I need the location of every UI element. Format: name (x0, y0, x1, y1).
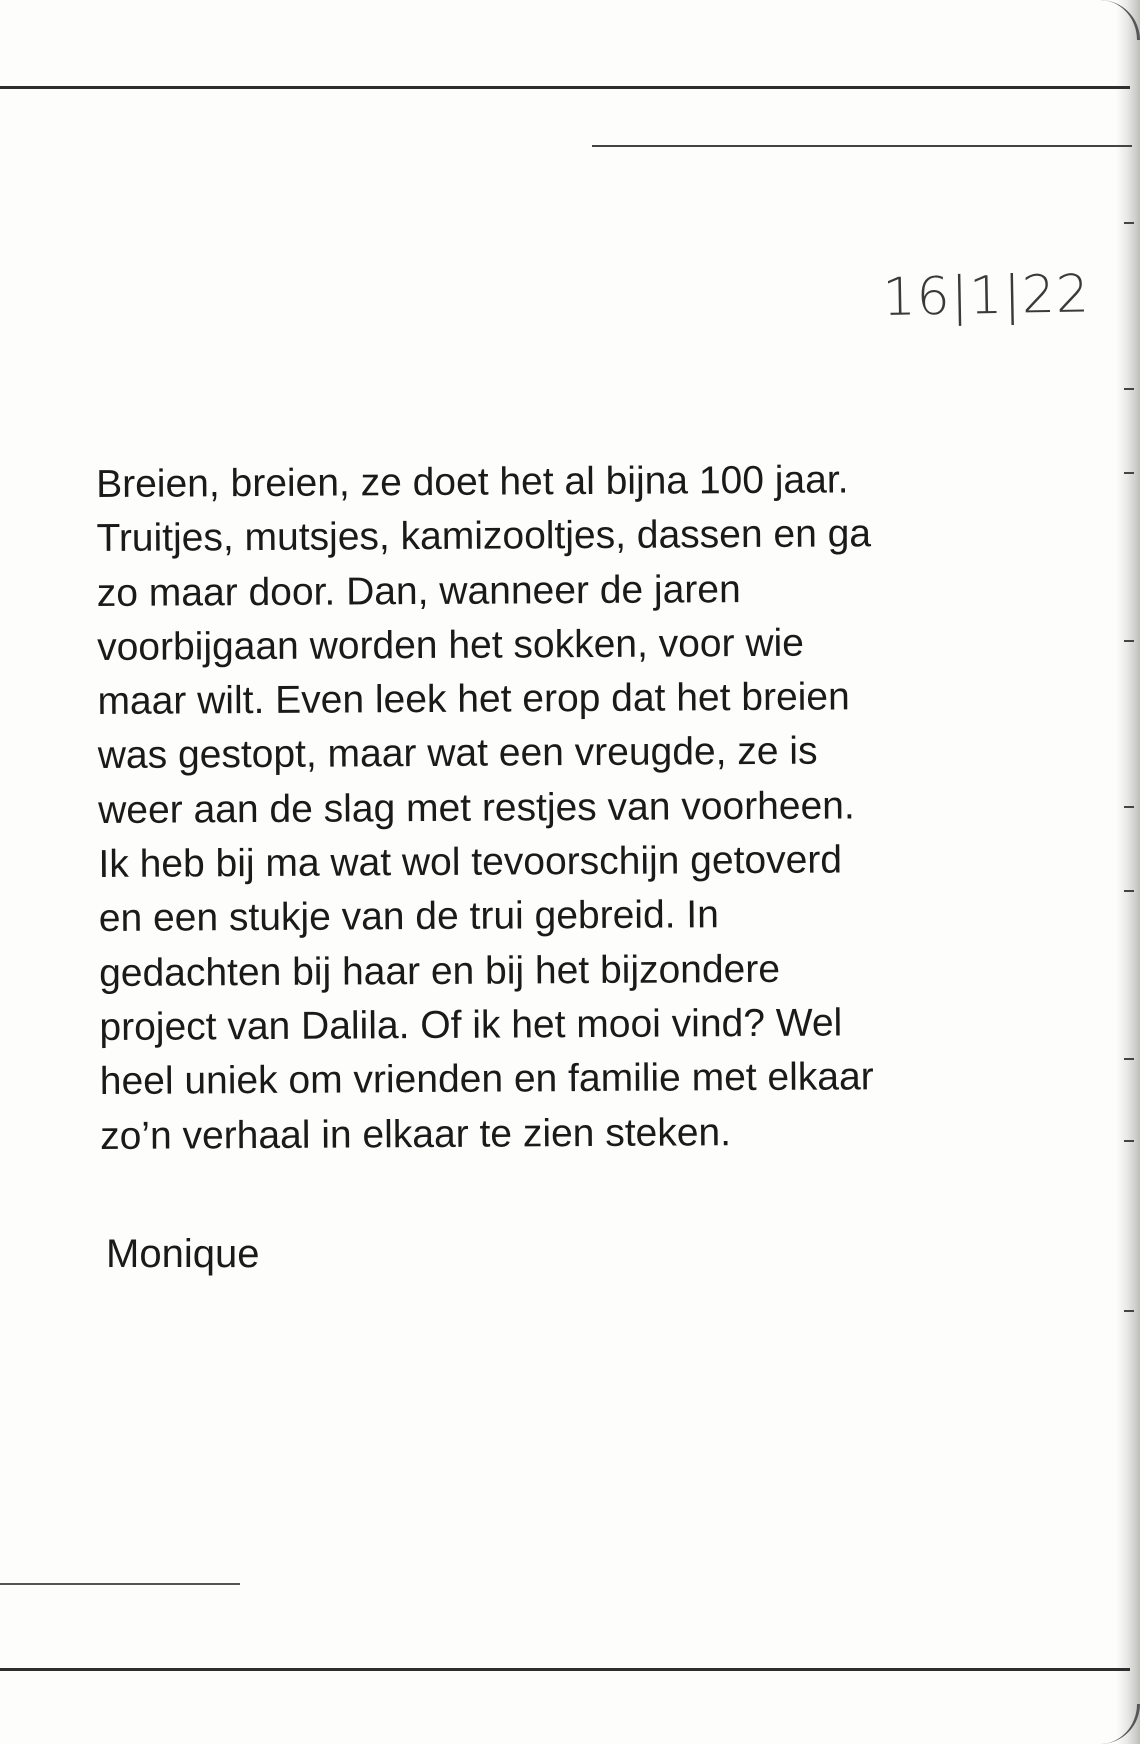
paragraph-line: project van Dalila. Of ik het mooi vind? Wel (99, 1001, 843, 1049)
paragraph-line: zo’n verhaal in elkaar te zien steken. (100, 1110, 732, 1158)
edge-tick (1124, 1140, 1134, 1142)
paragraph-line: weer aan de slag met restjes van voorheen. (98, 784, 855, 832)
bottom-short-rule-line (0, 1583, 240, 1585)
paragraph-line: gedachten bij haar en bij het bijzondere (99, 947, 781, 995)
paragraph-line: heel uniek om vrienden en familie met elkaar (99, 1055, 874, 1104)
top-rule-line (0, 86, 1130, 89)
edge-tick (1124, 472, 1134, 474)
paragraph-line: voorbijgaan worden het sokken, voor wie (97, 621, 805, 669)
edge-tick (1124, 806, 1134, 808)
paragraph-line: Ik heb bij ma wat wol tevoorschijn getoverd (98, 838, 843, 887)
top-short-rule-line (592, 145, 1132, 147)
author-signature: Monique (106, 1232, 260, 1276)
letter-paragraph (96, 452, 1060, 1164)
edge-tick (1124, 222, 1134, 224)
bottom-rule-line (0, 1668, 1130, 1671)
edge-tick (1124, 1058, 1134, 1060)
page-edge-shadow (1116, 0, 1140, 1744)
paragraph-line: maar wilt. Even leek het erop dat het breien (97, 675, 850, 724)
paragraph-line: was gestopt, maar wat een vreugde, ze is (97, 730, 818, 778)
paragraph-line: Truitjes, mutsjes, kamizooltjes, dassen en ga (96, 512, 872, 561)
handwritten-date: 16|1|22 (882, 264, 1091, 328)
edge-tick (1124, 640, 1134, 642)
edge-tick (1124, 890, 1134, 892)
edge-tick (1124, 388, 1134, 390)
edge-tick (1124, 1310, 1134, 1312)
paragraph-line: Breien, breien, ze doet het al bijna 100 jaar. (96, 458, 849, 506)
paragraph-line: en een stukje van de trui gebreid. In (98, 893, 720, 941)
paragraph-line: zo maar door. Dan, wanneer de jaren (96, 567, 741, 615)
